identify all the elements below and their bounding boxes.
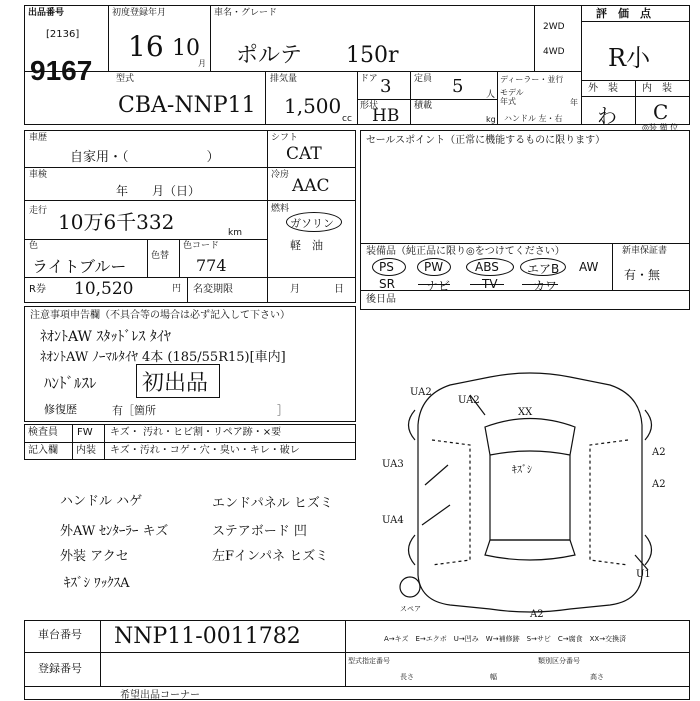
sales-frame	[360, 130, 690, 310]
first-reg-label: 初度登録年月	[112, 8, 167, 18]
year-suffix: 年	[570, 98, 578, 107]
notes-line1: ﾈｵﾝﾄAW ｽﾀｯﾄﾞﾚｽ ﾀｲﾔ	[40, 329, 171, 345]
yen-unit: 円	[172, 284, 182, 294]
height-label: 高さ	[590, 673, 604, 681]
shift-value: CAT	[286, 144, 322, 164]
model-num-label: 型式指定番号	[348, 657, 390, 665]
model-label: 型式	[116, 74, 135, 84]
dealer-divider	[497, 71, 498, 125]
shape-label: 形状	[360, 101, 379, 111]
load-label: 積載	[414, 101, 433, 111]
equip-tv: TV	[482, 277, 498, 291]
car-damage-diagram	[380, 365, 690, 620]
notes-line3: ﾊﾝﾄﾞﾙｽﾚ	[44, 374, 97, 392]
corner-text: ◎装 備 位	[642, 123, 679, 132]
diagram-wheel-rl	[409, 535, 416, 565]
displacement-value: 1,500	[284, 94, 342, 118]
lot-label: 出品番号	[28, 8, 65, 18]
equip-leather: カワ	[533, 279, 558, 293]
color-code-value: 774	[196, 256, 227, 275]
car-name-value: ポルテ 150r	[236, 43, 399, 68]
history-label: 車歴	[29, 133, 48, 143]
color-code-label: 色コード	[183, 241, 220, 251]
cooler-label: 冷房	[271, 170, 290, 180]
grade-label: 評 価 点	[596, 7, 651, 20]
doors-value: 3	[380, 76, 392, 97]
color-change-label: 色替	[151, 251, 170, 261]
equip-airbag: エアB	[527, 262, 560, 276]
interior-label: 内 装	[642, 83, 672, 94]
bottom-div1	[100, 620, 101, 686]
mileage-value: 10万6千332	[58, 210, 175, 234]
shift-label: シフト	[271, 133, 299, 143]
inspector-fw: FW	[77, 427, 93, 438]
diagram-label-0: UA2	[410, 387, 432, 398]
inspector-note-right-1: エンドパネル ヒズミ	[212, 496, 333, 511]
disp-divider	[357, 71, 358, 125]
model-value: CBA-NNP11	[118, 93, 256, 118]
inspector-in-items: キズ・汚れ・コゲ・穴・臭い・キレ・破レ	[110, 445, 300, 456]
diagram-label-8: U1	[636, 569, 651, 580]
inspector-fw-items: キズ・ 汚れ・ヒビ割・リペア跡・×要	[110, 427, 282, 438]
inspector-label2: 記入欄	[28, 445, 58, 456]
grade-divider	[581, 5, 582, 125]
diagram-label-2: UA2	[458, 395, 480, 406]
inspector-note-right-2: ステアボード 凹	[212, 524, 307, 539]
inspection-sep	[24, 167, 356, 168]
sales-points-label: セールスポイント（正常に機能するものに限ります）	[366, 135, 606, 146]
grade-value: R小	[608, 44, 651, 72]
diagram-windshield	[485, 419, 575, 456]
row2-top-left	[24, 71, 108, 72]
legend-text: A→キズ E→エクボ U→凹み W→補修跡 S→サビ C→腐食 XX→交換済	[384, 635, 627, 643]
equip-abs: ABS	[475, 260, 499, 274]
cooler-value: AAC	[292, 176, 330, 196]
equipment-label: 装備品（純正品に限り◎をつけてください）	[366, 246, 565, 257]
damage-stroke-2	[422, 505, 450, 525]
equip-sr: SR	[379, 277, 395, 291]
chassis-label: 車台番号	[38, 628, 82, 641]
capacity-label: 定員	[414, 74, 433, 84]
diagram-wheel-fl	[409, 410, 416, 440]
inspector-label1: 検査員	[28, 427, 58, 438]
after-label: 後日品	[366, 294, 396, 305]
diagram-spare	[400, 577, 420, 597]
name-change-label: 名変期限	[193, 284, 233, 295]
notes-label: 注意事項申告欄（不具合等の場合は必ず記入して下さい）	[30, 310, 290, 321]
tv-strike	[470, 284, 504, 285]
width-label: 幅	[490, 673, 497, 681]
diagram-left-door	[432, 440, 470, 565]
inspector-note-right-3: 左Fインパネ ヒズミ	[212, 549, 329, 564]
bottom-div2	[345, 620, 346, 686]
warranty-divider	[612, 243, 613, 290]
diagram-wheel-rr	[645, 535, 652, 565]
drive-4wd: 4WD	[543, 47, 565, 57]
grade-sep	[581, 21, 690, 22]
inspector-in: 内装	[76, 445, 96, 456]
equip-ps: PS	[379, 260, 394, 274]
doors-divider	[410, 71, 411, 125]
first-reg-year: 16	[128, 30, 164, 63]
inspector-div1	[72, 424, 73, 460]
dealer-label: ディーラー・並行	[500, 75, 564, 84]
color-value: ライトブルー	[32, 257, 127, 276]
chassis-value: NNP11-0011782	[114, 624, 301, 649]
fuel-label: 燃料	[271, 204, 290, 214]
car-name-label: 車名・グレード	[214, 8, 278, 18]
inspector-div2	[104, 424, 105, 460]
diagram-label-7: A2	[652, 479, 666, 490]
class-num-label: 類別区分番号	[538, 657, 580, 665]
mileage-sep	[24, 200, 356, 201]
bottom-sep2	[24, 686, 690, 687]
diagram-label-1: XX	[518, 407, 533, 418]
warranty-value: 有・無	[624, 268, 661, 282]
diagram-label-10: スペア	[400, 605, 421, 613]
recycle-sep	[24, 277, 356, 278]
first-reg-month: 10	[172, 36, 200, 61]
bottom-sep1	[24, 652, 690, 653]
repair-label: 修復歴	[44, 403, 77, 416]
inspector-note-left-2: 外AW ｾﾝﾀｰﾗｰ キズ	[60, 524, 169, 539]
shape-value: HB	[372, 106, 400, 126]
capacity-value: 5	[452, 76, 464, 97]
extra-label: 希望出品コーナー	[120, 690, 200, 701]
handle-label: ハンドル 左・右	[504, 114, 563, 123]
lot-sub: [2136]	[46, 29, 80, 40]
name-change-divider	[187, 277, 188, 303]
length-label: 長さ	[400, 673, 414, 681]
diagram-right-door	[590, 440, 628, 565]
row2-top	[108, 71, 581, 72]
month-suffix: 月	[198, 59, 206, 68]
inspector-note-left-4: ｷｽﾞｼ ﾜｯｸｽA	[64, 576, 130, 591]
color-sep	[24, 239, 267, 240]
model-divider	[265, 71, 266, 125]
diagram-label-5: UA4	[382, 515, 404, 526]
fuel-diesel: 軽 油	[290, 239, 323, 252]
reg-label: 登録番号	[38, 662, 82, 675]
month-label: 月	[290, 284, 300, 295]
doors-label: ドア	[360, 74, 378, 84]
color-label: 色	[29, 241, 39, 251]
fuel-gasoline: ガソリン	[290, 217, 334, 230]
inspector-note-left-3: 外装 アクセ	[60, 549, 129, 564]
interior-value: C	[653, 100, 669, 124]
drive-2wd: 2WD	[543, 22, 565, 32]
notes-line2: ﾈｵﾝﾄAW ﾉｰﾏﾙﾀｲﾔ 4本 (185/55R15)[車内]	[40, 350, 286, 365]
repair-value: 有［箇所 ］	[112, 404, 288, 417]
inspector-mid	[24, 442, 356, 443]
person-unit: 人	[486, 90, 496, 100]
equip-aw: AW	[579, 260, 599, 274]
drive-divider	[534, 5, 535, 71]
kg-unit: kg	[486, 115, 496, 124]
equipment-sep	[360, 243, 690, 244]
exterior-label: 外 装	[588, 83, 618, 94]
damage-stroke-1	[425, 465, 448, 485]
history-value: 自家用・（ ）	[70, 150, 220, 165]
stamp-text: 初出品	[142, 371, 209, 396]
diagram-wheel-fr	[645, 410, 652, 440]
equip-navi: ナビ	[426, 279, 451, 293]
displacement-label: 排気量	[270, 74, 298, 84]
diagram-rear-window	[485, 540, 575, 560]
inspection-value: 年 月（日）	[116, 184, 201, 198]
after-sep	[360, 290, 690, 291]
exterior-value: わ	[597, 104, 617, 128]
recycle-label: R券	[29, 284, 46, 295]
diagram-label-6: ｷｽﾞｼ	[512, 465, 532, 476]
diagram-label-9: A2	[530, 609, 544, 620]
shape-sep	[357, 99, 497, 100]
navi-strike	[418, 284, 450, 285]
day-label: 日	[334, 284, 344, 295]
lot-number: 9167	[30, 55, 93, 86]
ext-int-divider	[635, 80, 636, 125]
inspector-note-left-1: ハンドル ハゲ	[60, 494, 143, 509]
km-unit: km	[228, 228, 242, 238]
ext-sep2	[581, 96, 690, 97]
equip-pw: PW	[424, 260, 444, 274]
model-year-label: モデル	[500, 88, 524, 97]
diagram-label-4: UA3	[382, 459, 404, 470]
cc-unit: cc	[342, 114, 352, 124]
mileage-label: 走行	[29, 206, 48, 216]
color-change-divider	[147, 239, 148, 277]
color-code-divider	[179, 239, 180, 277]
diagram-label-3: A2	[652, 447, 666, 458]
warranty-label: 新車保証書	[622, 246, 668, 256]
inspection-label: 車検	[29, 170, 48, 180]
leather-strike	[522, 284, 558, 285]
model-year-label2: 年式	[500, 97, 516, 106]
recycle-value: 10,520	[74, 279, 134, 299]
